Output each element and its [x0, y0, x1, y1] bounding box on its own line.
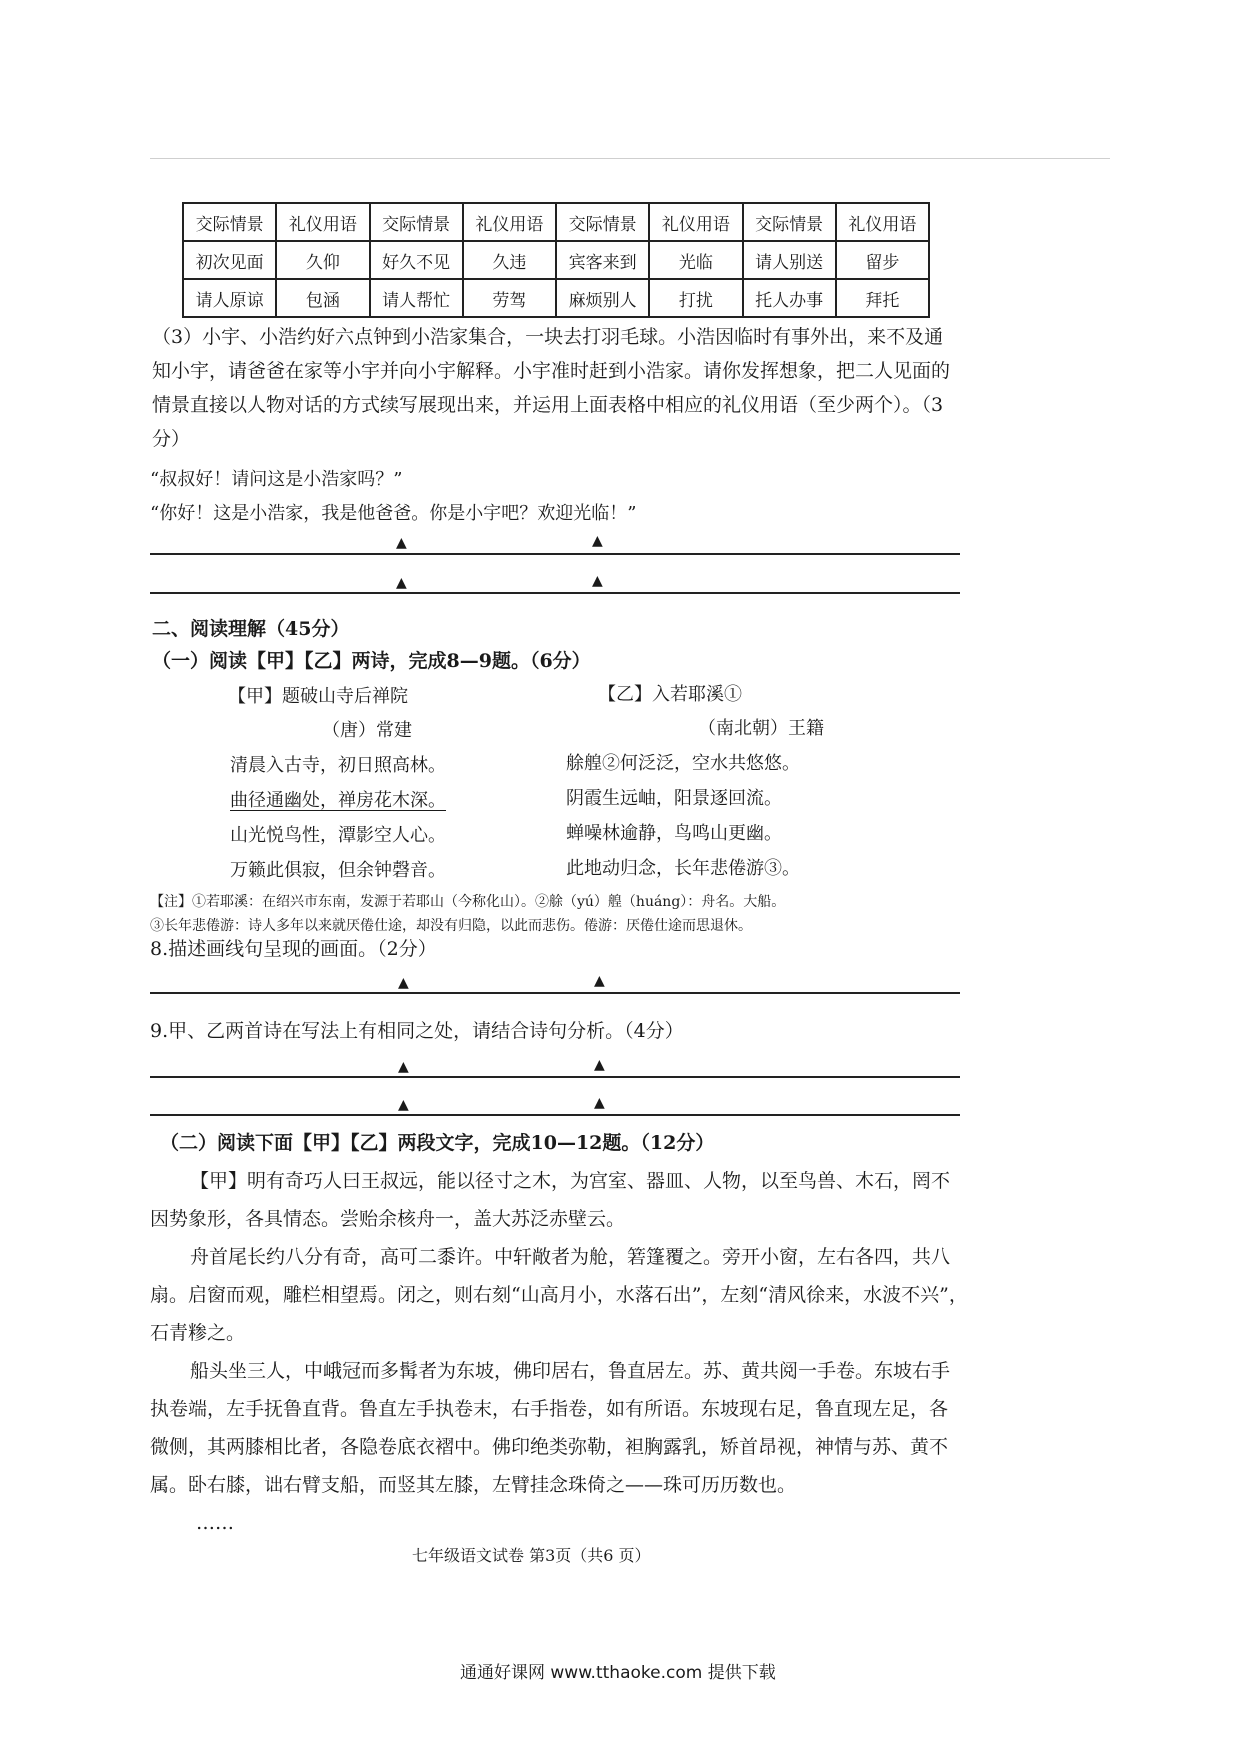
table-cell: 交际情景 — [370, 203, 463, 241]
table-cell: 留步 — [836, 241, 929, 279]
page-footer: 七年级语文试卷 第3页（共6 页） — [412, 1546, 651, 1565]
table-cell: 光临 — [649, 241, 742, 279]
q3-line: 知小宇，请爸爸在家等小宇并向小宇解释。小宇准时赶到小浩家。请你发挥想象，把二人见面的 — [152, 360, 951, 382]
poem-b-author: （南北朝）王籍 — [698, 718, 824, 739]
table-cell: 久违 — [463, 241, 556, 279]
answer-marker: ▲ — [396, 575, 407, 591]
answer-line[interactable] — [150, 592, 960, 594]
note-line: ③长年悲倦游：诗人多年以来就厌倦仕途，却没有归隐，以此而悲伤。倦游：厌倦仕途而思退休。 — [150, 918, 752, 934]
answer-line[interactable] — [150, 1076, 960, 1078]
poem-b-line: 此地动归念，长年悲倦游③。 — [566, 858, 800, 879]
table-cell: 劳驾 — [463, 279, 556, 317]
passage-line: 微侧，其两膝相比者，各隐卷底衣褶中。佛印绝类弥勒，袒胸露乳，矫首昂视，神情与苏、黄不 — [150, 1436, 949, 1458]
part2-title: （二）阅读下面【甲】【乙】两段文字，完成10—12题。（12分） — [160, 1132, 715, 1154]
poem-a-line: 山光悦鸟性，潭影空人心。 — [230, 825, 446, 846]
table-cell: 请人帮忙 — [370, 279, 463, 317]
table-row — [183, 279, 929, 317]
table-cell: 请人原谅 — [183, 279, 276, 317]
table-cell: 礼仪用语 — [649, 203, 742, 241]
poem-a-line: 清晨入古寺，初日照高林。 — [230, 755, 446, 776]
answer-marker: ▲ — [594, 1057, 605, 1073]
table-cell: 礼仪用语 — [276, 203, 369, 241]
passage-line: 舟首尾长约八分有奇，高可二黍许。中轩敞者为舱，箬篷覆之。旁开小窗，左右各四，共八 — [190, 1246, 951, 1268]
ellipsis: …… — [196, 1512, 234, 1534]
note-line: 【注】①若耶溪：在绍兴市东南，发源于若耶山（今称化山）。②艅（yú）艎（huáng）：舟名。大船。 — [150, 894, 786, 910]
table-cell: 交际情景 — [743, 203, 836, 241]
poem-a-author: （唐）常建 — [322, 720, 412, 741]
table-cell: 礼仪用语 — [463, 203, 556, 241]
poem-b-line: 蝉噪林逾静，鸟鸣山更幽。 — [566, 823, 782, 844]
answer-line[interactable] — [150, 553, 960, 555]
table-cell: 托人办事 — [743, 279, 836, 317]
q3-line: （3）小宇、小浩约好六点钟到小浩家集合，一块去打羽毛球。小浩因临时有事外出，来不及通 — [152, 326, 944, 348]
poem-a-line: 万籁此俱寂，但余钟磬音。 — [230, 860, 446, 881]
poem-a-title: 【甲】题破山寺后禅院 — [228, 686, 408, 707]
table-cell: 交际情景 — [556, 203, 649, 241]
passage-line: 扇。启窗而观，雕栏相望焉。闭之，则右刻“山高月小，水落石出”，左刻“清风徐来，水波不兴”， — [150, 1284, 968, 1306]
question-9: 9.甲、乙两首诗在写法上有相同之处，请结合诗句分析。（4分） — [150, 1020, 684, 1042]
part1-title: （一）阅读【甲】【乙】两诗，完成8—9题。（6分） — [152, 650, 591, 672]
passage-line: 因势象形，各具情态。尝贻余核舟一，盖大苏泛赤壁云。 — [150, 1208, 626, 1230]
q3-line: 分） — [152, 428, 191, 450]
answer-line[interactable] — [150, 992, 960, 994]
poem-a-underlined-line: 曲径通幽处，禅房花木深。 — [230, 790, 446, 811]
table-cell: 礼仪用语 — [836, 203, 929, 241]
table-cell: 好久不见 — [370, 241, 463, 279]
passage-line: 石青糁之。 — [150, 1322, 246, 1344]
answer-marker: ▲ — [396, 535, 407, 551]
passage-line: 属。卧右膝，诎右臂支船，而竖其左膝，左臂挂念珠倚之——珠可历历数也。 — [150, 1474, 797, 1496]
table-cell: 初次见面 — [183, 241, 276, 279]
section-title: 二、阅读理解（45分） — [152, 618, 350, 640]
answer-marker: ▲ — [592, 533, 603, 549]
table-cell: 拜托 — [836, 279, 929, 317]
poem-b-line: 阴霞生远岫，阳景逐回流。 — [566, 788, 782, 809]
table-header-row — [183, 203, 929, 241]
watermark-text: 通通好课网 www.tthaoke.com 提供下载 — [460, 1663, 776, 1683]
question-8: 8.描述画线句呈现的画面。（2分） — [150, 938, 437, 960]
table-cell: 久仰 — [276, 241, 369, 279]
answer-marker: ▲ — [398, 975, 409, 991]
passage-line: 执卷端，左手抚鲁直背。鲁直左手执卷末，右手指卷，如有所语。东坡现右足，鲁直现左足，各 — [150, 1398, 949, 1420]
answer-line[interactable] — [150, 1114, 960, 1116]
answer-marker: ▲ — [592, 573, 603, 589]
etiquette-table — [182, 202, 930, 318]
table-cell: 交际情景 — [183, 203, 276, 241]
answer-marker: ▲ — [398, 1059, 409, 1075]
q3-line: 情景直接以人物对话的方式续写展现出来，并运用上面表格中相应的礼仪用语（至少两个）。（3 — [152, 394, 944, 416]
table-cell: 包涵 — [276, 279, 369, 317]
table-cell: 宾客来到 — [556, 241, 649, 279]
answer-marker: ▲ — [398, 1097, 409, 1113]
table-cell: 请人别送 — [743, 241, 836, 279]
top-rule — [150, 158, 1110, 159]
table-cell: 麻烦别人 — [556, 279, 649, 317]
dialog-line: “你好！这是小浩家，我是他爸爸。你是小宇吧？欢迎光临！” — [150, 503, 637, 524]
poem-b-title: 【乙】入若耶溪① — [598, 684, 742, 705]
table-row — [183, 241, 929, 279]
answer-marker: ▲ — [594, 1095, 605, 1111]
dialog-line: “叔叔好！请问这是小浩家吗？” — [150, 469, 403, 490]
poem-b-line: 艅艎②何泛泛，空水共悠悠。 — [566, 753, 800, 774]
passage-line: 船头坐三人，中峨冠而多髯者为东坡，佛印居右，鲁直居左。苏、黄共阅一手卷。东坡右手 — [190, 1360, 951, 1382]
passage-line: 【甲】明有奇巧人曰王叔远，能以径寸之木，为宫室、器皿、人物，以至鸟兽、木石，罔不 — [190, 1170, 951, 1192]
table-cell: 打扰 — [649, 279, 742, 317]
answer-marker: ▲ — [594, 973, 605, 989]
